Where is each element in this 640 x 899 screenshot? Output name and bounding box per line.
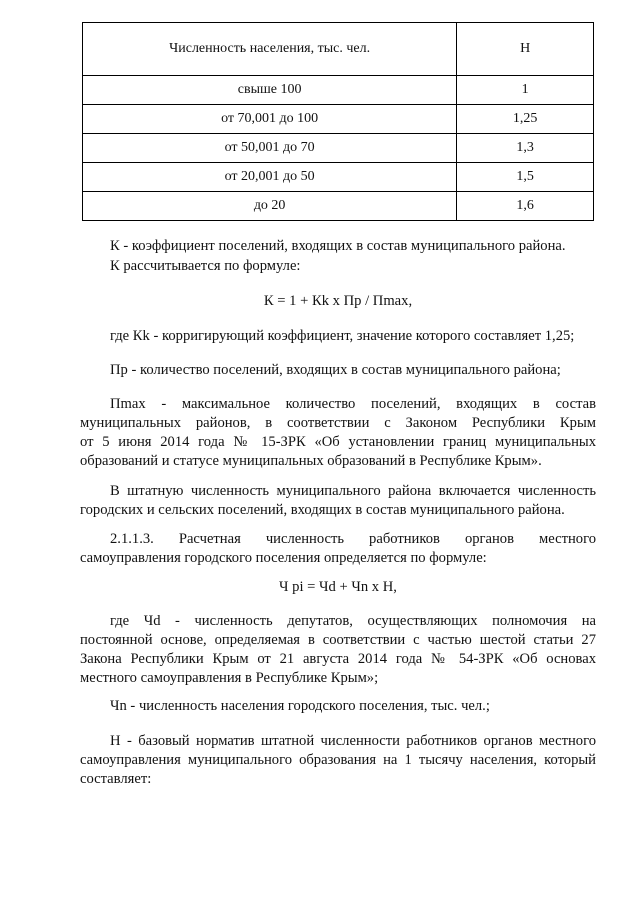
header-population: Численность населения, тыс. чел. [83,23,457,76]
population-cell: свыше 100 [83,76,457,105]
chn-definition: Чn - численность населения городского поселения, тыс. чел.; [110,698,490,714]
paragraph-line: самоуправления муниципального образования на 1 тысячу населения, который [80,752,596,768]
population-cell: от 50,001 до 70 [83,134,457,163]
n-value-cell: 1,25 [457,105,594,134]
paragraph-line: образований и статусе муниципальных образований в Республике Крым». [80,453,542,469]
paragraph-line: постоянной основе, определяемая в соответствии с частью шестой статьи 27 [80,632,596,648]
k-definition: К - коэффициент поселений, входящих в состав муниципального района. [110,238,566,254]
paragraph-line: 2.1.1.3. Расчетная численность работников органов местного [110,531,596,547]
table-row [83,76,594,105]
formula-k: К = 1 + Кk х Пр / Пmax, [263,293,413,309]
population-cell: до 20 [83,192,457,221]
paragraph-line: от 5 июня 2014 года № 15-ЗРК «Об установлении границ муниципальных [80,434,596,450]
n-value-cell: 1,3 [457,134,594,163]
paragraph-line: составляет: [80,771,152,787]
formula-ch: Ч рi = Чd + Чn х Н, [279,579,397,595]
paragraph-line: городских и сельских поселений, входящих в состав муниципального района. [80,502,565,518]
paragraph-line: В штатную численность муниципального района включается численность [110,483,596,499]
table-header-row [83,23,594,76]
paragraph-line: Закона Республики Крым от 21 августа 2014 года № 54-ЗРК «Об основах [80,651,596,667]
paragraph-line: самоуправления городского поселения определяется по формуле: [80,550,487,566]
n-value-cell: 1,6 [457,192,594,221]
population-cell: от 70,001 до 100 [83,105,457,134]
table-row [83,163,594,192]
paragraph-line: местного самоуправления в Республике Крым»; [80,670,379,686]
table-row [83,192,594,221]
table-row [83,105,594,134]
n-value-cell: 1,5 [457,163,594,192]
k-formula-intro: К рассчитывается по формуле: [110,258,301,274]
norm-table [82,22,594,221]
paragraph-line: муниципальных районов, в соответствии с Законом Республики Крым [80,415,596,431]
pr-definition: Пр - количество поселений, входящих в состав муниципального района; [110,362,561,378]
kk-definition: где Кk - корригирующий коэффициент, значение которого составляет 1,25; [110,328,575,344]
paragraph-line: Пmax - максимальное количество поселений, входящих в состав [110,396,596,412]
population-cell: от 20,001 до 50 [83,163,457,192]
n-value-cell: 1 [457,76,594,105]
paragraph-line: где Чd - численность депутатов, осуществляющих полномочия на [110,613,596,629]
paragraph-line: Н - базовый норматив штатной численности работников органов местного [110,733,596,749]
header-n: Н [457,23,594,76]
table-row [83,134,594,163]
